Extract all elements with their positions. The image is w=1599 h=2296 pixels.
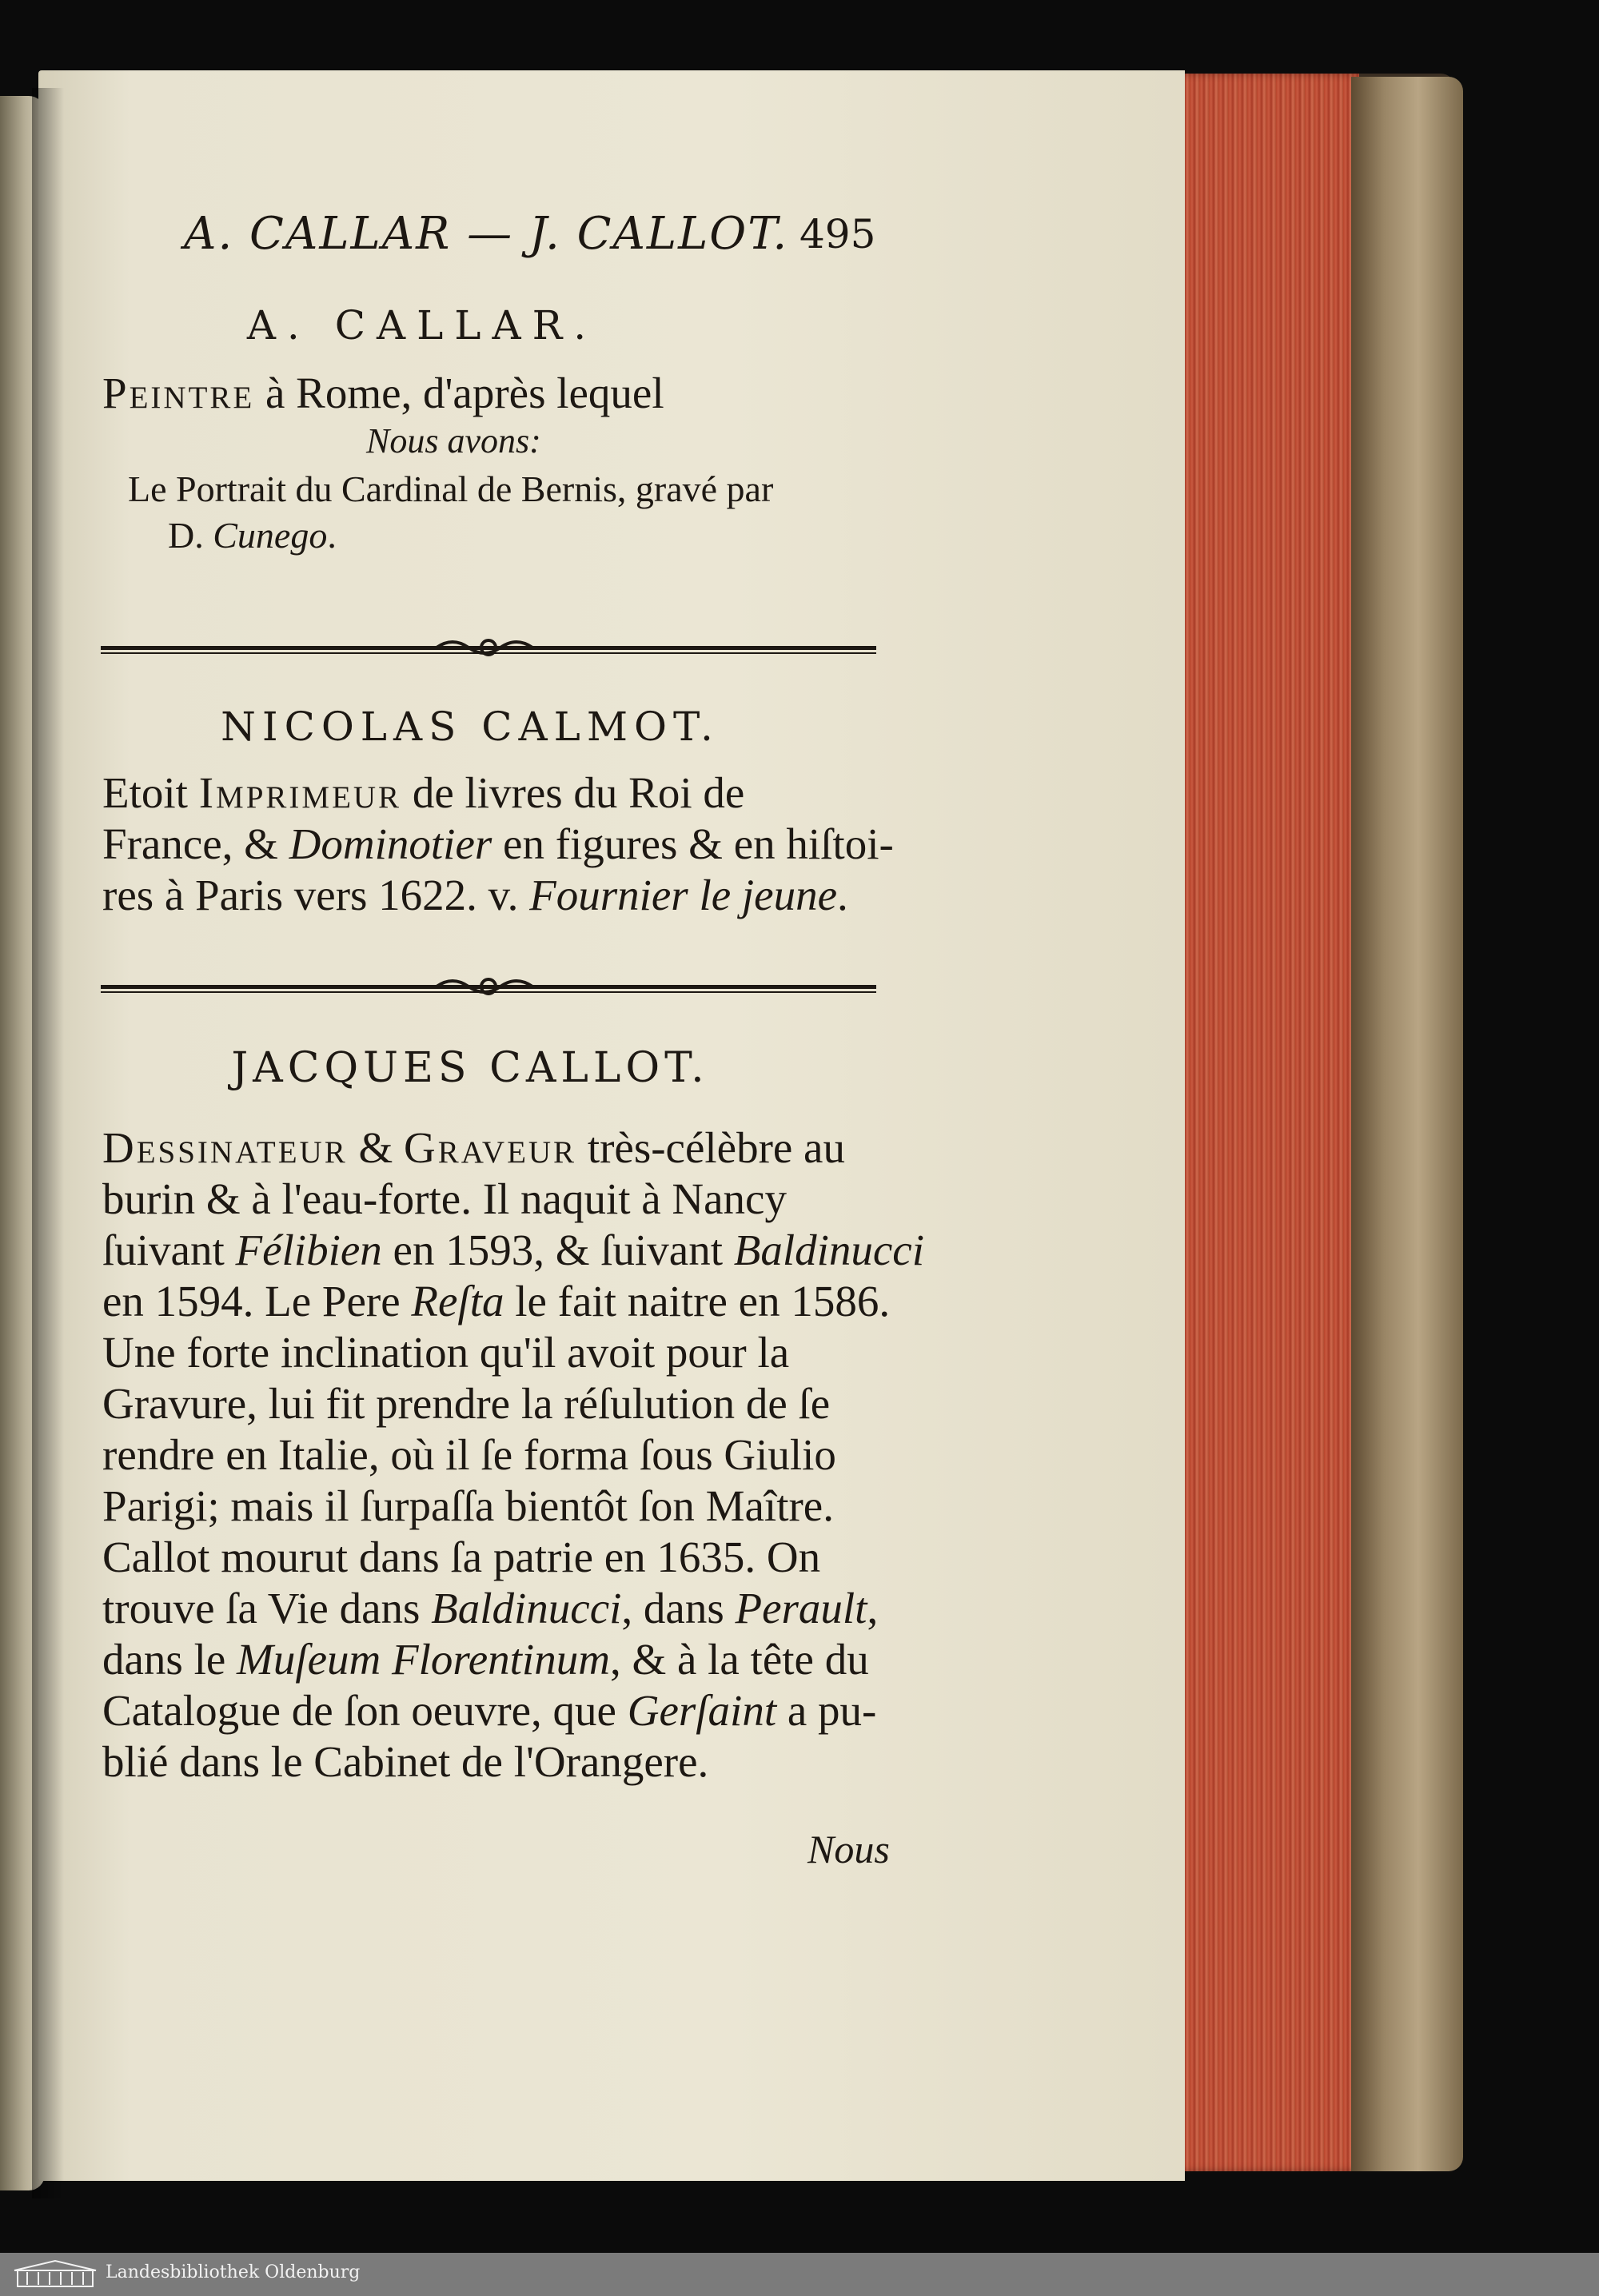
- book-cover-edge: [1351, 77, 1463, 2171]
- text-line: Etoit Imprimeur de livres du Roi de: [102, 768, 745, 817]
- text-line: Une forte inclination qu'il avoit pour la: [102, 1328, 790, 1377]
- text-line: Nous avons:: [366, 421, 541, 460]
- running-title: A. CALLAR — J. CALLOT.: [184, 208, 789, 260]
- entry-callot: [102, 1044, 924, 1788]
- text-line: Callot mourut dans ſa patrie en 1635. On: [102, 1533, 821, 1581]
- text-line: trouve ſa Vie dans Baldinucci, dans Perault,: [102, 1584, 879, 1632]
- catchword: Nous: [807, 1827, 890, 1871]
- text-line: France, & Dominotier en figures & en hiſtoi-: [102, 819, 894, 868]
- text-line: en 1594. Le Pere Reſta le fait naitre en 1586.: [102, 1277, 891, 1325]
- text-line: dans le Muſeum Florentinum, & à la tête du: [102, 1635, 869, 1684]
- text-line: Gravure, lui fit prendre la réſulution de ſe: [102, 1379, 831, 1428]
- text-line: ſuivant Félibien en 1593, & ſuivant Baldinucci: [102, 1226, 924, 1274]
- text-line: res à Paris vers 1622. v. Fournier le jeune.: [102, 871, 848, 919]
- ornamental-divider: [101, 975, 876, 999]
- text-line: Parigi; mais il ſurpaſſa bientôt ſon Maître.: [102, 1481, 834, 1530]
- entry-calmot: [102, 704, 894, 921]
- text-line: blié dans le Cabinet de l'Orangere.: [102, 1737, 709, 1786]
- spine-shadow: [32, 88, 64, 2198]
- entry-heading: JACQUES CALLOT.: [231, 1044, 709, 1092]
- page-number: 495: [800, 211, 876, 257]
- text-line: rendre en Italie, où il ſe forma ſous Giulio: [102, 1430, 836, 1479]
- text-line: Le Portrait du Cardinal de Bernis, gravé par: [128, 468, 774, 509]
- text-line: Peintre à Rome, d'après lequel: [102, 369, 664, 417]
- library-name[interactable]: Landesbibliothek Oldenburg: [106, 2262, 361, 2282]
- text-line: Dessinateur & Graveur très-célèbre au: [102, 1123, 845, 1172]
- entry-heading: A. CALLAR.: [246, 302, 598, 349]
- text-line: Catalogue de ſon oeuvre, que Gerſaint a pu-: [102, 1686, 877, 1735]
- footer-bar: [0, 2253, 1599, 2296]
- library-building-icon: [11, 2259, 99, 2290]
- entry-callar: [102, 302, 886, 556]
- page-header: [184, 208, 903, 280]
- ornamental-divider: [101, 636, 876, 660]
- text-line: D. Cunego.: [168, 515, 337, 556]
- entry-heading: NICOLAS CALMOT.: [221, 704, 720, 750]
- text-line: burin & à l'eau-forte. Il naquit à Nancy: [102, 1174, 787, 1223]
